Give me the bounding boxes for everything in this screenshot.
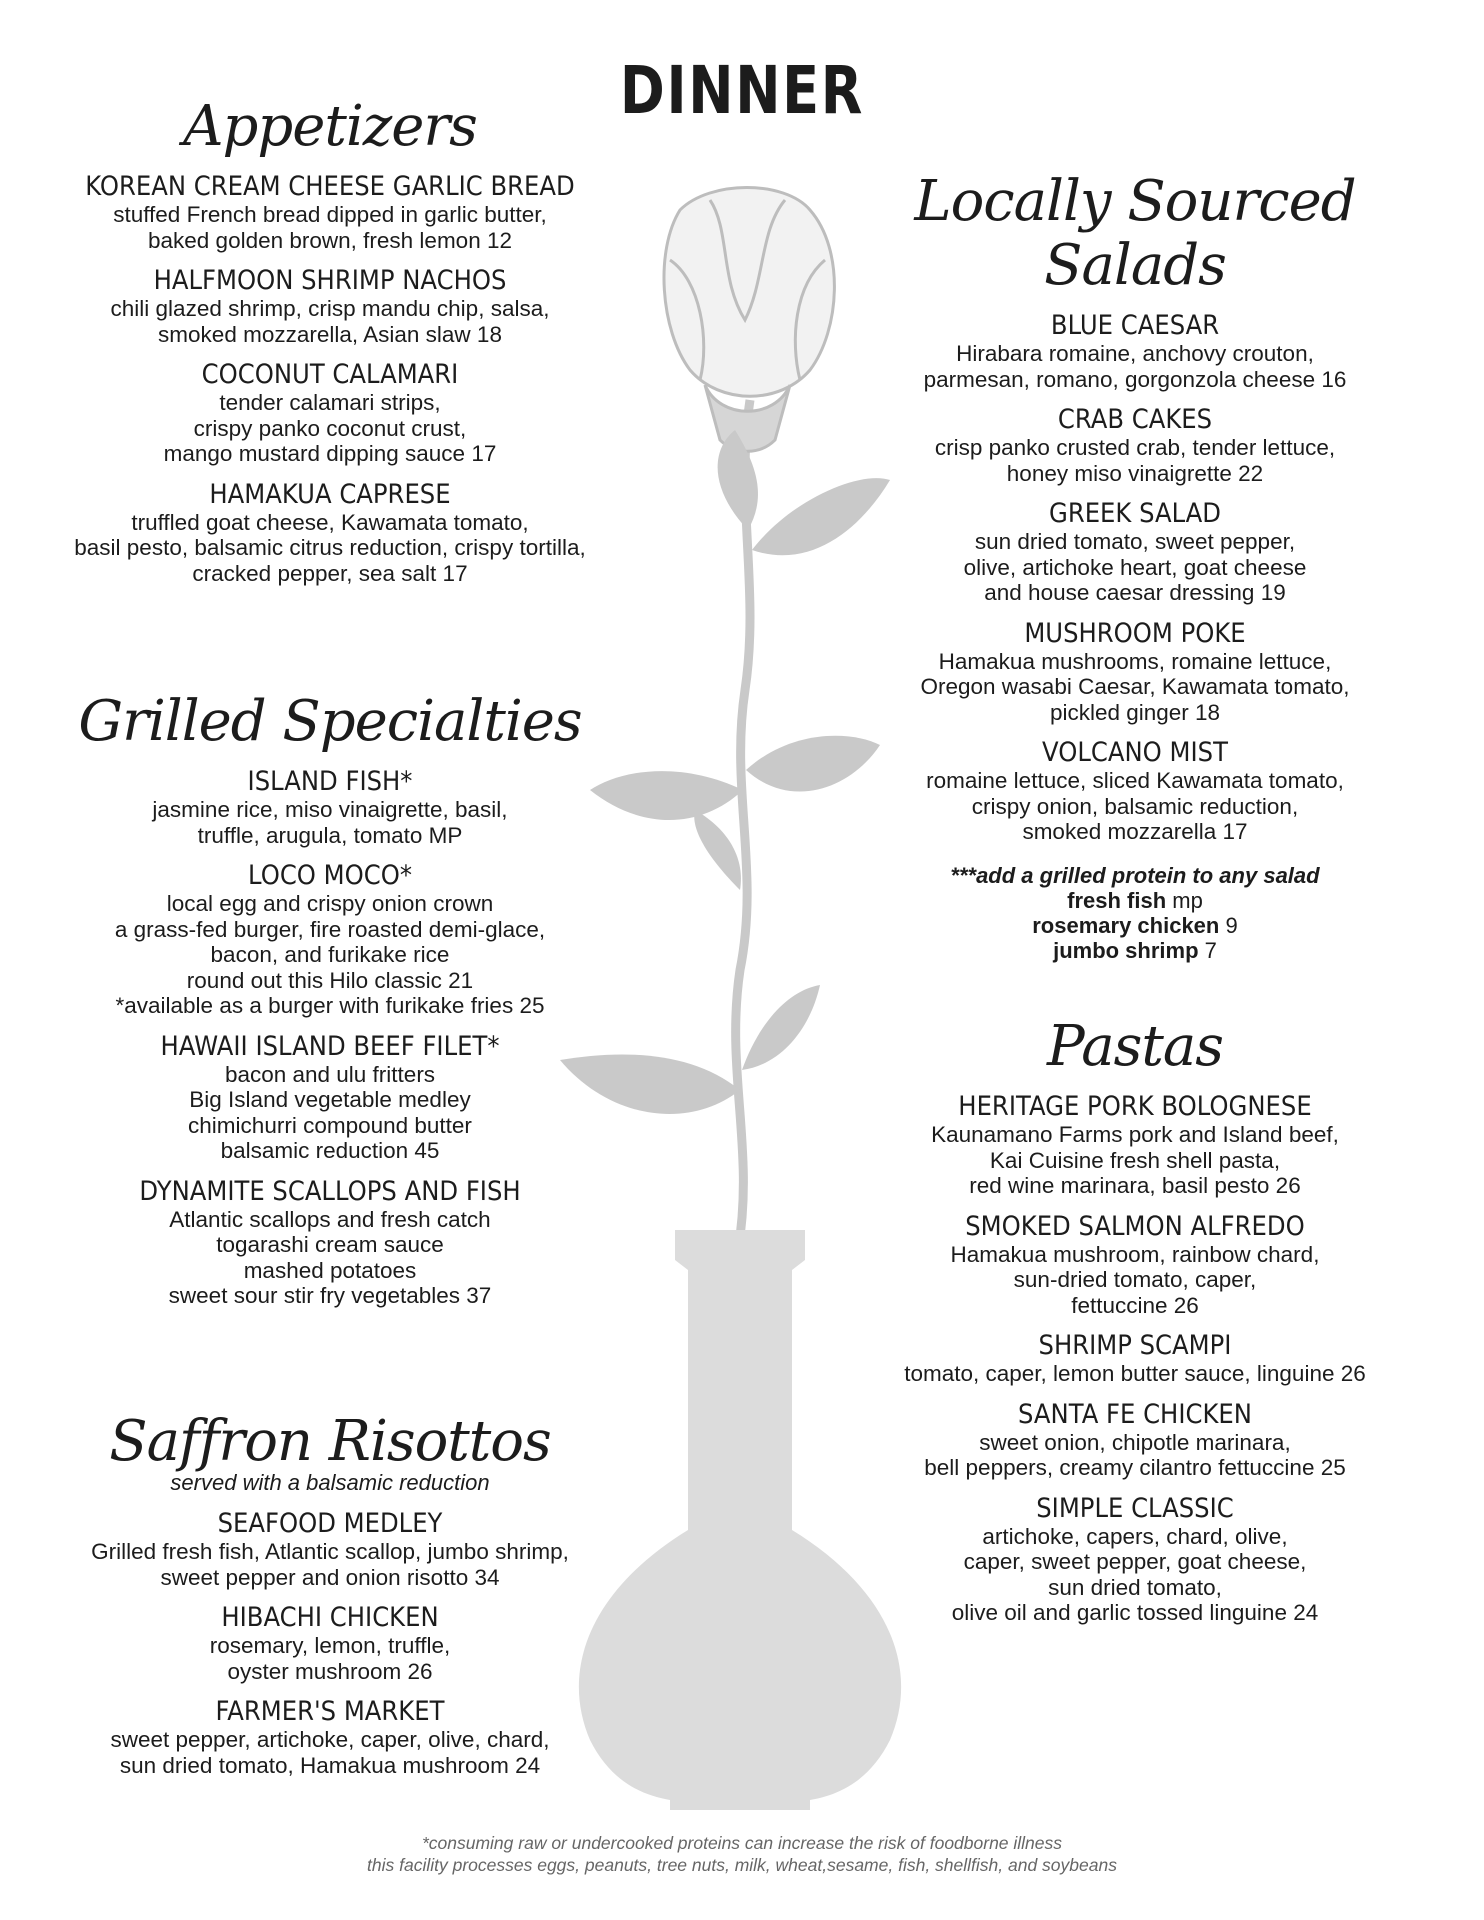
menu-item [860,1091,1410,1199]
pastas-section [860,1015,1410,1626]
section-heading: Appetizers [183,94,477,159]
item-name: MUSHROOM POKE [1024,617,1246,649]
menu-item [860,404,1410,486]
salads-section [860,170,1410,963]
rose-bloom [664,188,834,452]
menu-item [20,1508,640,1590]
menu-item [20,766,640,848]
item-name: FARMER'S MARKET [215,1696,445,1727]
menu-item [20,359,640,467]
item-name: KOREAN CREAM CHEESE GARLIC BREAD [85,171,575,202]
item-name: CRAB CAKES [1057,404,1213,435]
addon-price: mp [1172,887,1203,913]
item-description: rosemary, lemon, truffle, oyster mushroom 26 [209,1633,451,1684]
item-description: Hamakua mushrooms, romaine lettuce, Oregon wasabi Caesar, Kawamata tomato, pickled ginger 18 [920,648,1350,725]
item-description: sun dried tomato, sweet pepper, olive, artichoke heart, goat cheese and house caesar dressing 19 [963,529,1307,605]
item-name: BLUE CAESAR [1050,310,1220,341]
item-name: HAWAII ISLAND BEEF FILET* [160,1030,500,1062]
menu-item [860,498,1410,606]
item-description: Grilled fresh fish, Atlantic scallop, jumbo shrimp, sweet pepper and onion risotto 34 [91,1539,569,1590]
menu-item [20,1602,640,1684]
menu-item [20,1031,640,1164]
item-name: SIMPLE CLASSIC [1036,1492,1234,1524]
section-heading: Locally Sourced Salads [914,169,1356,298]
item-description: sweet pepper, artichoke, caper, olive, chard, sun dried tomato, Hamakua mushroom 24 [110,1727,550,1778]
item-name: GREEK SALAD [1048,498,1222,529]
menu-item [20,1696,640,1778]
item-description: jasmine rice, miso vinaigrette, basil, truffle, arugula, tomato MP [152,797,508,848]
addon-price: 9 [1225,912,1238,938]
addon-line [860,913,1410,938]
section-heading: Grilled Specialties [78,689,582,754]
item-description: tomato, caper, lemon butter sauce, linguine 26 [904,1361,1366,1386]
item-name: COCONUT CALAMARI [201,359,459,390]
addon-label: rosemary chicken [1032,912,1220,938]
section-subnote: served with a balsamic reduction [170,1470,490,1495]
section-heading: Pastas [1047,1014,1223,1079]
menu-item [860,1493,1410,1626]
risottos-section [20,1410,640,1778]
allergen-footer [0,1832,1484,1876]
item-name: HALFMOON SHRIMP NACHOS [153,265,507,296]
item-description: Kaunamano Farms pork and Island beef, Kai Cuisine fresh shell pasta, red wine marinara, basil pesto 26 [931,1122,1339,1198]
protein-addon [860,863,1410,963]
menu-item [20,479,640,587]
addon-label: fresh fish [1067,887,1167,913]
item-name: HIBACHI CHICKEN [221,1602,439,1633]
item-description: sweet onion, chipotle marinara, bell peppers, creamy cilantro fettuccine 25 [924,1429,1346,1480]
item-description: stuffed French bread dipped in garlic butter, baked golden brown, fresh lemon 12 [113,202,547,253]
item-description: tender calamari strips, crispy panko coconut crust, mango mustard dipping sauce 17 [163,390,497,466]
addon-line [860,888,1410,913]
addon-label: jumbo shrimp [1053,937,1199,963]
appetizers-section [20,95,640,586]
menu-item [20,860,640,1019]
page-title: DINNER [619,52,865,129]
addon-price: 7 [1204,937,1217,963]
menu-item [860,1399,1410,1481]
menu-item [20,171,640,253]
item-name: VOLCANO MIST [1042,737,1228,768]
footer-line: *consuming raw or undercooked proteins can increase the risk of foodborne illness [421,1833,1063,1853]
item-name: SMOKED SALMON ALFREDO [965,1210,1305,1242]
grilled-section [20,690,640,1309]
addon-intro: ***add a grilled protein to any salad [950,862,1320,888]
item-description: Hamakua mushroom, rainbow chard, sun-dried tomato, caper, fettuccine 26 [950,1241,1320,1318]
item-description: truffled goat cheese, Kawamata tomato, basil pesto, balsamic citrus reduction, crispy tortilla, cracked pepper, sea salt 17 [74,509,586,586]
item-description: chili glazed shrimp, crisp mandu chip, salsa, smoked mozzarella, Asian slaw 18 [110,296,550,347]
addon-line [860,938,1410,963]
item-name: LOCO MOCO* [248,860,412,891]
item-name: DYNAMITE SCALLOPS AND FISH [139,1175,521,1207]
item-name: SHRIMP SCAMPI [1038,1330,1232,1361]
menu-item [860,737,1410,845]
item-description: local egg and crispy onion crown a grass-fed burger, fire roasted demi-glace, bacon, and furikake rice round out this Hilo classic 21 *available as a burger with furikake fries 25 [114,891,546,1018]
menu-item [20,1176,640,1309]
menu-item [860,310,1410,392]
item-description: romaine lettuce, sliced Kawamata tomato, crispy onion, balsamic reduction, smoked mozzarella 17 [926,768,1344,844]
item-description: Hirabara romaine, anchovy crouton, parmesan, romano, gorgonzola cheese 16 [923,341,1347,392]
item-description: artichoke, capers, chard, olive, caper, sweet pepper, goat cheese, sun dried tomato, olive oil and garlic tossed linguine 24 [951,1523,1319,1625]
footer-line: this facility processes eggs, peanuts, tree nuts, milk, wheat,sesame, fish, shellfish, and soybeans [367,1855,1117,1875]
item-name: ISLAND FISH* [247,766,413,797]
section-heading: Saffron Risottos [109,1409,551,1474]
item-description: bacon and ulu fritters Big Island vegetable medley chimichurri compound butter balsamic reduction 45 [188,1061,472,1163]
menu-item [20,265,640,347]
menu-item [860,1211,1410,1319]
item-description: crisp panko crusted crab, tender lettuce, honey miso vinaigrette 22 [934,435,1336,486]
item-name: SANTA FE CHICKEN [1018,1398,1252,1430]
menu-item [860,618,1410,726]
menu-item [860,1330,1410,1387]
item-name: HERITAGE PORK BOLOGNESE [958,1091,1312,1122]
item-name: SEAFOOD MEDLEY [217,1508,443,1539]
item-description: Atlantic scallops and fresh catch togarashi cream sauce mashed potatoes sweet sour stir fry vegetables 37 [168,1206,492,1308]
item-name: HAMAKUA CAPRESE [209,478,451,510]
